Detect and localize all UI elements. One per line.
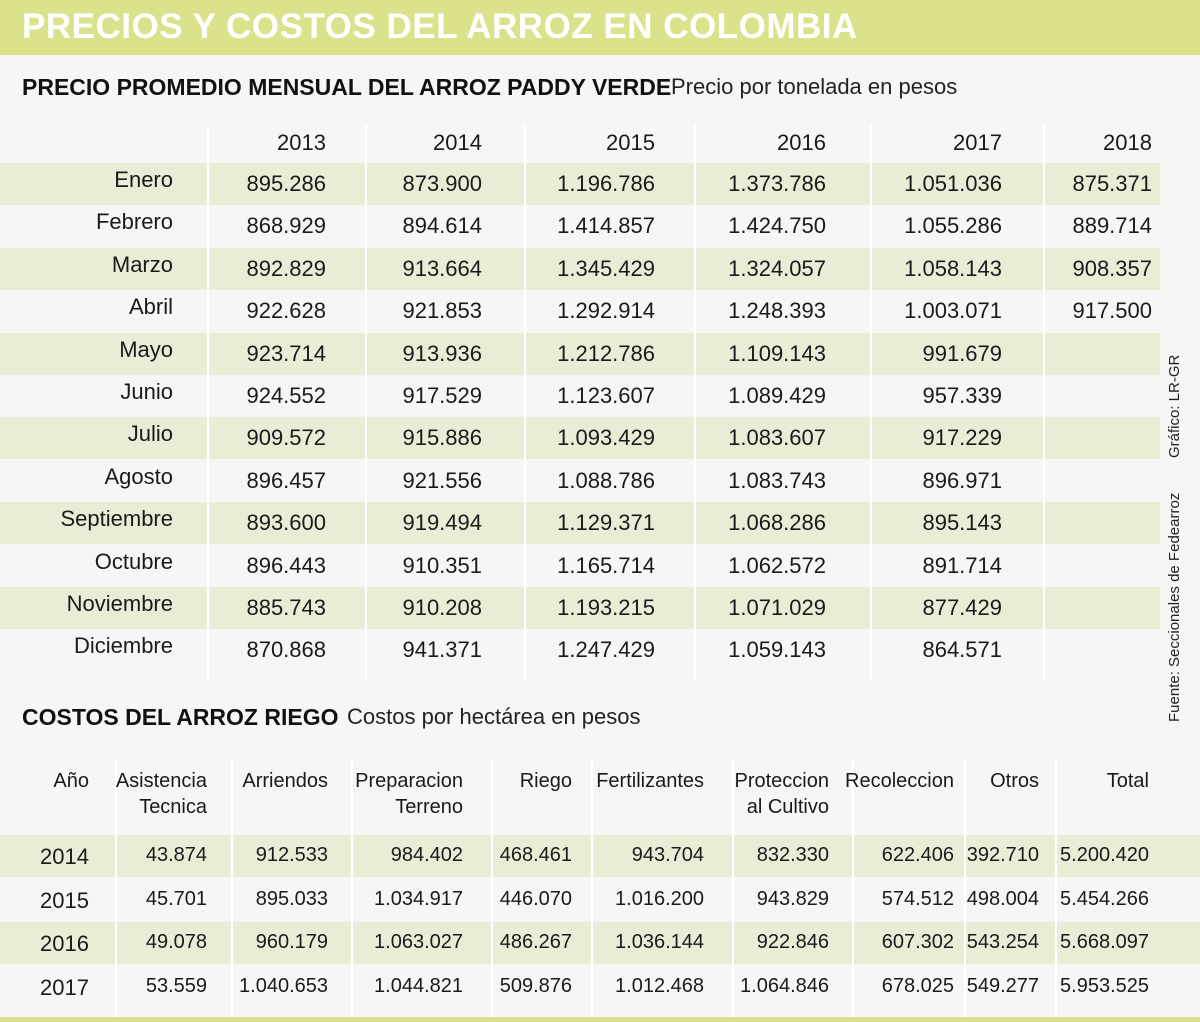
table-cell: 392.710	[966, 844, 1039, 866]
table-cell: 5.953.525	[1060, 974, 1149, 997]
table-cell: 923.714	[246, 340, 326, 366]
column-header	[67, 768, 207, 820]
table-cell: 1.165.714	[557, 552, 655, 578]
table-cell: 1.414.857	[557, 213, 655, 239]
table-cell: 549.277	[966, 974, 1039, 997]
table-cell: 917.229	[922, 425, 1002, 451]
row-label: Junio	[120, 379, 173, 404]
column-header	[432, 768, 572, 794]
table-cell: 891.714	[922, 552, 1002, 578]
column-header-line: Riego	[519, 770, 572, 792]
table-cell: 498.004	[966, 887, 1039, 910]
column-divider	[1043, 125, 1045, 681]
table-cell: 1.012.468	[615, 974, 704, 997]
table-cell: 895.033	[255, 887, 328, 910]
row-label: Marzo	[111, 251, 173, 277]
table-cell: 1.193.215	[557, 595, 655, 620]
column-header-line: Año	[53, 770, 89, 792]
table-cell: 1.088.786	[557, 467, 655, 493]
table-cell: 957.339	[922, 383, 1002, 408]
table-cell: 1.055.286	[904, 213, 1002, 239]
column-header	[689, 768, 829, 820]
column-header-line: al Cultivo	[746, 796, 829, 818]
table-cell: 574.512	[881, 887, 954, 910]
row-label: 2015	[40, 887, 89, 913]
table-cell: 924.552	[246, 383, 326, 408]
column-header: 2013	[277, 130, 326, 155]
table-cell: 45.701	[145, 887, 207, 910]
table-cell: 1.083.743	[728, 467, 826, 493]
table-cell: 1.373.786	[728, 171, 826, 196]
table-cell: 991.679	[922, 340, 1002, 366]
table-cell: 895.143	[922, 510, 1002, 536]
column-header-line: Preparacion	[355, 770, 463, 792]
column-header	[188, 768, 328, 794]
table-cell: 912.533	[255, 844, 328, 866]
table-cell: 870.868	[246, 637, 326, 663]
table-cell: 915.886	[402, 425, 482, 451]
table-cell: 446.070	[499, 887, 572, 910]
table-cell: 1.424.750	[728, 213, 826, 239]
table-cell: 1.212.786	[557, 340, 655, 366]
table-cell: 922.628	[246, 298, 326, 324]
row-label: Abril	[128, 294, 173, 320]
table-cell: 889.714	[1072, 213, 1152, 239]
row-label: Febrero	[95, 209, 173, 235]
cost-table-title: COSTOS DEL ARROZ RIEGO	[22, 704, 339, 730]
table-cell: 1.129.371	[557, 510, 655, 536]
table-cell: 1.051.036	[904, 171, 1002, 196]
column-header-line: Asistencia	[115, 770, 207, 792]
page-title: PRECIOS Y COSTOS DEL ARROZ EN COLOMBIA	[22, 7, 858, 46]
column-header-line: Otros	[990, 770, 1039, 792]
table-cell: 877.429	[922, 595, 1002, 620]
column-header-line: Tecnica	[139, 796, 207, 818]
table-cell: 1.123.607	[557, 383, 655, 408]
column-header: 2017	[953, 130, 1002, 155]
table-cell: 607.302	[881, 931, 954, 953]
row-label: Agosto	[104, 463, 173, 489]
row-label: Julio	[127, 421, 173, 447]
table-cell: 1.324.057	[728, 255, 826, 281]
cost-table-subtitle: Costos por hectárea en pesos	[347, 704, 641, 729]
table-cell: 1.064.846	[740, 974, 829, 997]
table-cell: 1.109.143	[728, 340, 826, 366]
table-cell: 1.016.200	[615, 887, 704, 910]
table-cell: 984.402	[390, 844, 463, 866]
table-cell: 53.559	[145, 974, 207, 997]
table-cell: 917.500	[1072, 298, 1152, 324]
row-label: 2017	[40, 974, 89, 1000]
table-cell: 1.068.286	[728, 510, 826, 536]
table-cell: 921.853	[402, 298, 482, 324]
table-cell: 943.704	[631, 844, 704, 866]
bottom-bar	[0, 1017, 1200, 1022]
table-cell: 5.668.097	[1060, 931, 1149, 953]
row-label: Octubre	[94, 548, 173, 574]
table-cell: 486.267	[499, 931, 572, 953]
table-cell: 1.044.821	[374, 974, 463, 997]
column-header: 2016	[777, 130, 826, 155]
table-cell: 910.351	[402, 552, 482, 578]
table-cell: 1.059.143	[728, 637, 826, 663]
price-table-subtitle: Precio por tonelada en pesos	[671, 74, 958, 99]
table-cell: 1.083.607	[728, 425, 826, 451]
row-label: 2016	[40, 931, 89, 956]
column-header: 2014	[433, 130, 482, 155]
column-header	[564, 768, 704, 794]
table-cell: 894.614	[402, 213, 482, 239]
table-cell: 1.040.653	[239, 974, 328, 997]
table-cell: 910.208	[402, 595, 482, 620]
row-label: Enero	[114, 167, 173, 192]
row-label: Mayo	[119, 336, 173, 362]
table-cell: 885.743	[246, 595, 326, 620]
price-table-title: PRECIO PROMEDIO MENSUAL DEL ARROZ PADDY VERDE	[22, 74, 672, 100]
row-label: 2014	[40, 844, 89, 869]
row-label: Septiembre	[60, 506, 173, 532]
table-cell: 1.034.917	[374, 887, 463, 910]
table-cell: 893.600	[246, 510, 326, 536]
table-cell: 873.900	[402, 171, 482, 196]
table-cell: 509.876	[499, 974, 572, 997]
table-cell: 913.664	[402, 255, 482, 281]
table-cell: 1.058.143	[904, 255, 1002, 281]
table-cell: 622.406	[881, 844, 954, 866]
table-cell: 1.196.786	[557, 171, 655, 196]
table-cell: 543.254	[966, 931, 1039, 953]
table-cell: 896.457	[246, 467, 326, 493]
table-cell: 913.936	[402, 340, 482, 366]
table-cell: 895.286	[246, 171, 326, 196]
source-note: Fuente: Seccionales de Fedearroz	[1166, 492, 1183, 722]
column-header	[1009, 768, 1149, 794]
table-cell: 919.494	[402, 510, 482, 536]
table-cell: 917.529	[402, 383, 482, 408]
table-cell: 1.248.393	[728, 298, 826, 324]
table-cell: 896.443	[246, 552, 326, 578]
table-cell: 1.071.029	[728, 595, 826, 620]
table-cell: 1.292.914	[557, 298, 655, 324]
table-cell: 908.357	[1072, 255, 1152, 281]
table-cell: 868.929	[246, 213, 326, 239]
row-label: Diciembre	[73, 633, 173, 659]
column-header-line: Recoleccion	[845, 770, 954, 792]
table-cell: 875.371	[1072, 171, 1152, 196]
table-cell: 1.003.071	[904, 298, 1002, 324]
table-cell: 5.200.420	[1060, 844, 1149, 866]
table-cell: 1.036.144	[615, 931, 704, 953]
table-cell: 943.829	[756, 887, 829, 910]
credit-note: Gráfico: LR-GR	[1166, 354, 1183, 458]
table-cell: 5.454.266	[1060, 887, 1149, 910]
column-header-line: Terreno	[395, 796, 463, 818]
table-cell: 1.062.572	[728, 552, 826, 578]
table-cell: 1.093.429	[557, 425, 655, 451]
table-cell: 468.461	[499, 844, 572, 866]
table-cell: 678.025	[881, 974, 954, 997]
title-bar	[0, 0, 1200, 55]
table-cell: 49.078	[145, 931, 207, 953]
table-cell: 864.571	[922, 637, 1002, 663]
column-header: 2018	[1103, 130, 1152, 155]
table-cell: 1.089.429	[728, 383, 826, 408]
table-cell: 941.371	[402, 637, 482, 663]
column-header: 2015	[606, 130, 655, 155]
column-header-line: Total	[1106, 770, 1149, 792]
table-cell: 1.345.429	[557, 255, 655, 281]
table-cell: 960.179	[255, 931, 328, 953]
table-cell: 1.247.429	[557, 637, 655, 663]
table-cell: 892.829	[246, 255, 326, 281]
table-cell: 896.971	[922, 467, 1002, 493]
table-cell: 922.846	[756, 931, 829, 953]
column-header-line: Proteccion	[734, 770, 829, 792]
table-cell: 921.556	[402, 467, 482, 493]
row-label: Noviembre	[66, 591, 173, 616]
column-header-line: Fertilizantes	[596, 770, 704, 792]
table-cell: 43.874	[145, 844, 207, 866]
table-cell: 909.572	[246, 425, 326, 451]
column-header-line: Arriendos	[242, 770, 328, 792]
table-cell: 1.063.027	[374, 931, 463, 953]
table-cell: 832.330	[756, 844, 829, 866]
